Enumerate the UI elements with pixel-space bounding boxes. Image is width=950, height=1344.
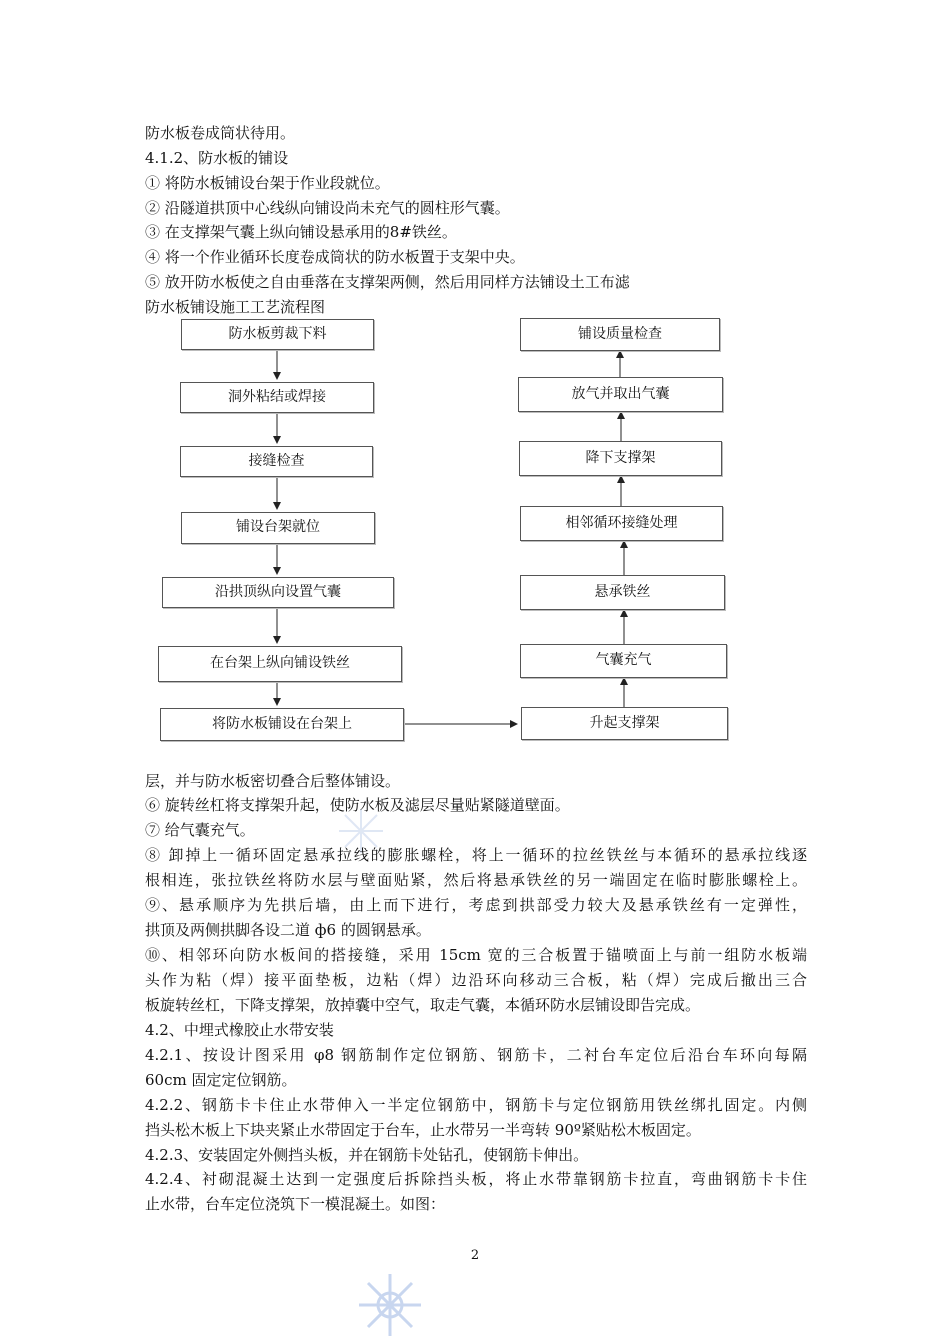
flow-step-left: 洞外粘结或焊接 <box>180 382 374 413</box>
flow-step-left: 接缝检查 <box>180 446 373 477</box>
page-number: 2 <box>470 1248 480 1263</box>
flow-step-left: 在台架上纵向铺设铁丝 <box>158 646 402 682</box>
section-heading: 4.1.2、防水板的铺设 <box>145 149 289 167</box>
flow-step-right: 悬承铁丝 <box>520 575 725 610</box>
flow-step-left: 将防水板铺设在台架上 <box>160 708 404 741</box>
flow-step-left: 沿拱顶纵向设置气囊 <box>162 577 394 608</box>
flow-step-right: 降下支撑架 <box>519 441 722 476</box>
paragraph-line: ⑦ 给气囊充气。 <box>145 821 255 839</box>
paragraph-line: ④ 将一个作业循环长度卷成筒状的防水板置于支架中央。 <box>145 248 525 266</box>
paragraph-line: ⑧ 卸掉上一循环固定悬承拉线的膨胀螺栓，将上一循环的拉丝铁丝与本循环的悬承拉线逐 <box>145 846 807 864</box>
paragraph-line: 头作为粘（焊）接平面垫板，边粘（焊）边沿环向移动三合板，粘（焊）完成后撤出三合 <box>145 971 807 989</box>
paragraph-line: ⑨、悬承顺序为先拱后墙，由上而下进行，考虑到拱部受力较大及悬承铁丝有一定弹性， <box>145 896 807 914</box>
paragraph-line: 60cm 固定定位钢筋。 <box>145 1071 297 1089</box>
paragraph-line: 4.2.1、按设计图采用 φ8 钢筋制作定位钢筋、钢筋卡，二衬台车定位后沿台车环向每隔 <box>145 1046 807 1064</box>
flow-step-right: 气囊充气 <box>520 644 727 678</box>
paragraph-line: ② 沿隧道拱顶中心线纵向铺设尚未充气的圆柱形气囊。 <box>145 199 510 217</box>
paragraph-line: 4.2.3、安装固定外侧挡头板，并在钢筋卡处钻孔，使钢筋卡伸出。 <box>145 1146 589 1164</box>
paragraph-line: 止水带，台车定位浇筑下一模混凝土。如图： <box>145 1195 446 1213</box>
paragraph-line: 根相连，张拉铁丝将防水层与壁面贴紧，然后将悬承铁丝的另一端固定在临时膨胀螺栓上。 <box>145 871 807 889</box>
paragraph-line: ⑤ 放开防水板使之自由垂落在支撑架两侧，然后用同样方法铺设土工布滤 <box>145 273 630 291</box>
paragraph-line: 挡头松木板上下块夹紧止水带固定于台车，止水带另一半弯转 90º紧贴松木板固定。 <box>145 1121 701 1139</box>
paragraph-line: 4.2.2、钢筋卡卡住止水带伸入一半定位钢筋中，钢筋卡与定位钢筋用铁丝绑扎固定。内侧 <box>145 1096 807 1114</box>
paragraph-line: 层，并与防水板密切叠合后整体铺设。 <box>145 772 401 790</box>
paragraph-line: ⑥ 旋转丝杠将支撑架升起，使防水板及滤层尽量贴紧隧道壁面。 <box>145 796 570 814</box>
flow-step-right: 铺设质量检查 <box>520 318 720 351</box>
paragraph-line: ③ 在支撑架气囊上纵向铺设悬承用的8#铁丝。 <box>145 223 457 241</box>
paragraph-line: ⑩、相邻环向防水板间的搭接缝，采用 15cm 宽的三合板置于锚喷面上与前一组防水板端 <box>145 946 807 964</box>
paragraph-line: 拱顶及两侧拱脚各设二道 ф6 的圆钢悬承。 <box>145 921 431 939</box>
flow-step-left: 防水板剪裁下料 <box>181 319 374 350</box>
flow-step-right: 放气并取出气囊 <box>518 377 723 412</box>
watermark-snowflake-icon <box>355 1270 425 1340</box>
flow-step-left: 铺设台架就位 <box>181 512 375 544</box>
flow-step-right: 升起支撑架 <box>521 707 728 740</box>
paragraph-line: 4.2.4、衬砌混凝土达到一定强度后拆除挡头板，将止水带靠钢筋卡拉直，弯曲钢筋卡卡住 <box>145 1170 807 1188</box>
paragraph-line: 防水板卷成筒状待用。 <box>145 124 296 142</box>
paragraph-line: ① 将防水板铺设台架于作业段就位。 <box>145 174 390 192</box>
flowchart-title: 防水板铺设施工工艺流程图 <box>145 298 326 316</box>
paragraph-line: 板旋转丝杠，下降支撑架，放掉囊中空气，取走气囊，本循环防水层铺设即告完成。 <box>145 996 701 1014</box>
flow-step-right: 相邻循环接缝处理 <box>520 506 723 541</box>
section-heading: 4.2、中埋式橡胶止水带安装 <box>145 1021 334 1039</box>
